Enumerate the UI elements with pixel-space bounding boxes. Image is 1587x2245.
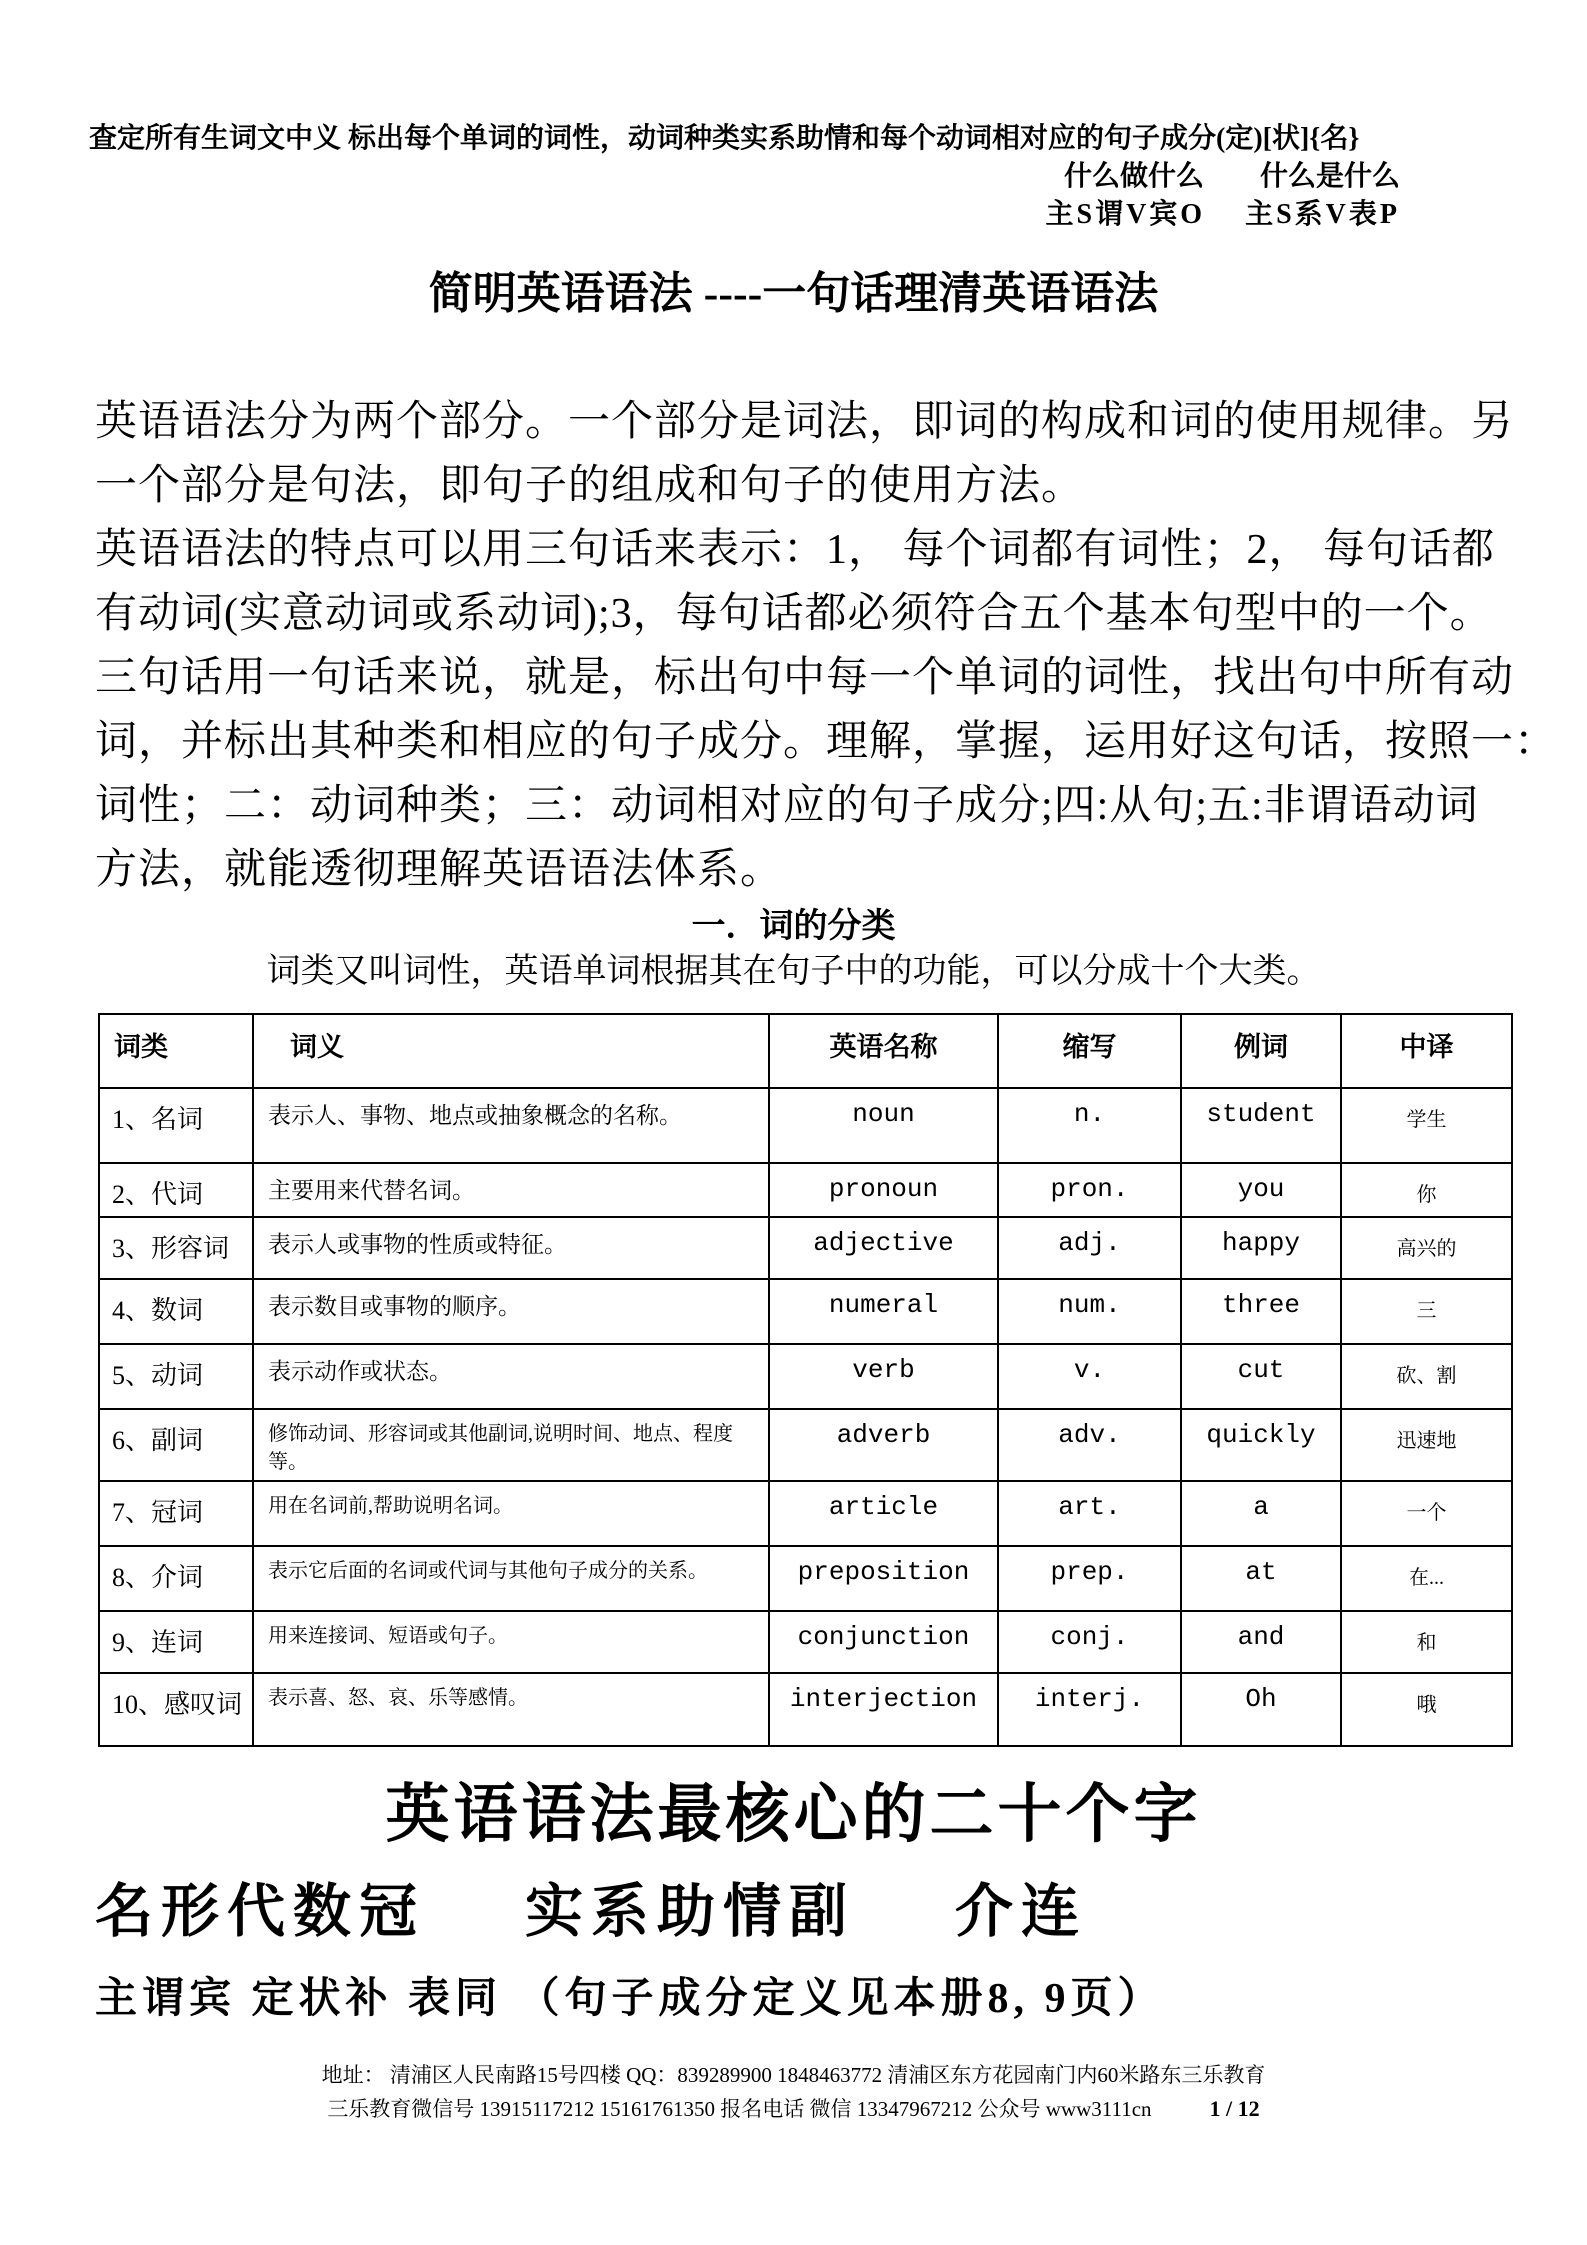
cell-abbreviation: art. [998, 1481, 1181, 1546]
paragraph-line: 三句话用一句话来说，就是，标出句中每一个单词的词性，找出句中所有动 [95, 655, 1515, 701]
cell-english-name: conjunction [769, 1611, 998, 1673]
cell-word-class: 9、连词 [99, 1611, 253, 1673]
cell-word-class: 6、副词 [99, 1409, 253, 1481]
page-number: 1 / 12 [1209, 2096, 1260, 2121]
cell-word-class: 5、动词 [99, 1344, 253, 1409]
table-row [99, 1088, 1512, 1163]
table-row [99, 1409, 1512, 1481]
cell-translation: 一个 [1341, 1481, 1512, 1546]
core-sentence-elements: 主谓宾 定状补 表同 （句子成分定义见本册8, 9页） [95, 1976, 1165, 2022]
annotation-what-does-what: 什么做什么 [1063, 161, 1204, 192]
paragraph-line: 有动词(实意动词或系动词);3，每句话都必须符合五个基本句型中的一个。 [95, 591, 1493, 637]
cell-meaning: 表示人或事物的性质或特征。 [253, 1217, 769, 1279]
cell-word-class: 7、冠词 [99, 1481, 253, 1546]
cell-word-class: 10、感叹词 [99, 1673, 253, 1746]
cell-abbreviation: n. [998, 1088, 1181, 1163]
table-row [99, 1611, 1512, 1673]
col-header-word-class: 词类 [99, 1014, 253, 1088]
cell-example-word: three [1181, 1279, 1341, 1344]
top-annotation-line1: 查定所有生词文中义 标出每个单词的词性，动词种类实系助情和每个动词相对应的句子成分(定)[状]{名} [89, 123, 1360, 154]
cell-meaning: 表示喜、怒、哀、乐等感情。 [253, 1673, 769, 1746]
word-class-table [98, 1013, 1513, 1747]
cell-translation: 你 [1341, 1163, 1512, 1217]
col-header-meaning: 词义 [253, 1014, 769, 1088]
core-word-groups [95, 1875, 1492, 1949]
cell-example-word: quickly [1181, 1409, 1341, 1481]
cell-english-name: pronoun [769, 1163, 998, 1217]
cell-word-class: 8、介词 [99, 1546, 253, 1611]
cell-example-word: Oh [1181, 1673, 1341, 1746]
table-row [99, 1279, 1512, 1344]
page-title: 简明英语语法 ----一句话理清英语语法 [428, 269, 1159, 318]
cell-example-word: student [1181, 1088, 1341, 1163]
col-header-abbreviation: 缩写 [998, 1014, 1181, 1088]
cell-abbreviation: pron. [998, 1163, 1181, 1217]
cell-abbreviation: num. [998, 1279, 1181, 1344]
paragraph-line: 一个部分是句法，即句子的组成和句子的使用方法。 [95, 463, 1085, 509]
paragraph-line: 方法，就能透彻理解英语语法体系。 [95, 847, 784, 893]
top-annotation [89, 0, 1492, 234]
col-header-example-word: 例词 [1181, 1014, 1341, 1088]
cell-english-name: article [769, 1481, 998, 1546]
top-annotation-line2 [95, 158, 1400, 196]
cell-translation: 在... [1341, 1546, 1512, 1611]
cell-translation: 高兴的 [1341, 1217, 1512, 1279]
top-annotation-line3 [95, 196, 1400, 234]
table-row [99, 1481, 1512, 1546]
cell-word-class: 4、数词 [99, 1279, 253, 1344]
cell-translation: 哦 [1341, 1673, 1512, 1746]
section-subtext: 词类又叫词性，英语单词根据其在句子中的功能，可以分成十个大类。 [266, 953, 1321, 990]
cell-translation: 学生 [1341, 1088, 1512, 1163]
table-row [99, 1673, 1512, 1746]
cell-english-name: noun [769, 1088, 998, 1163]
cell-english-name: numeral [769, 1279, 998, 1344]
intro-paragraphs [95, 390, 1558, 902]
cell-abbreviation: adv. [998, 1409, 1181, 1481]
cell-meaning: 用来连接词、短语或句子。 [253, 1611, 769, 1673]
page-footer [0, 2058, 1587, 2126]
cell-abbreviation: prep. [998, 1546, 1181, 1611]
table-body [99, 1088, 1512, 1746]
footer-contact-line [0, 2092, 1587, 2126]
paragraph-line: 英语语法的特点可以用三句话来表示：1， 每个词都有词性；2， 每句话都 [95, 527, 1496, 573]
col-header-english-name: 英语名称 [769, 1014, 998, 1088]
cell-word-class: 2、代词 [99, 1163, 253, 1217]
cell-word-class: 1、名词 [99, 1088, 253, 1163]
section-heading: 一．词的分类 [691, 908, 896, 945]
cell-abbreviation: v. [998, 1344, 1181, 1409]
annotation-svp-pattern: 主S系V表P [1245, 199, 1400, 230]
table-row [99, 1546, 1512, 1611]
cell-meaning: 用在名词前,帮助说明名词。 [253, 1481, 769, 1546]
footer-contact-text: 三乐教育微信号 13915117212 15161761350 报名电话 微信 13347967212 公众号 www3111cn [327, 2097, 1152, 2121]
cell-example-word: you [1181, 1163, 1341, 1217]
cell-example-word: and [1181, 1611, 1341, 1673]
cell-meaning: 表示它后面的名词或代词与其他句子成分的关系。 [253, 1546, 769, 1611]
cell-meaning: 表示人、事物、地点或抽象概念的名称。 [253, 1088, 769, 1163]
col-header-translation: 中译 [1341, 1014, 1512, 1088]
cell-meaning: 主要用来代替名词。 [253, 1163, 769, 1217]
cell-english-name: verb [769, 1344, 998, 1409]
table-row [99, 1163, 1512, 1217]
table-header-row [99, 1014, 1512, 1088]
annotation-svo-pattern: 主S谓V宾O [1045, 199, 1206, 230]
cell-translation: 和 [1341, 1611, 1512, 1673]
cell-abbreviation: interj. [998, 1673, 1181, 1746]
cell-abbreviation: conj. [998, 1611, 1181, 1673]
footer-address-line: 地址： 清浦区人民南路15号四楼 QQ：839289900 1848463772 清浦区东方花园南门内60米路东三乐教育 [321, 2063, 1266, 2087]
cell-example-word: a [1181, 1481, 1341, 1546]
cell-example-word: happy [1181, 1217, 1341, 1279]
table-row [99, 1344, 1512, 1409]
cell-english-name: adjective [769, 1217, 998, 1279]
core-word-group: 实系助情副 [525, 1879, 856, 1944]
paragraph-line: 词，并标出其种类和相应的句子成分。理解，掌握，运用好这句话，按照一： [95, 719, 1558, 765]
cell-example-word: at [1181, 1546, 1341, 1611]
cell-translation: 砍、割 [1341, 1344, 1512, 1409]
annotation-what-is-what: 什么是什么 [1259, 161, 1400, 192]
cell-english-name: preposition [769, 1546, 998, 1611]
cell-example-word: cut [1181, 1344, 1341, 1409]
cell-abbreviation: adj. [998, 1217, 1181, 1279]
paragraph-line: 英语语法分为两个部分。一个部分是词法，即词的构成和词的使用规律。另 [95, 399, 1515, 445]
cell-translation: 三 [1341, 1279, 1512, 1344]
cell-english-name: interjection [769, 1673, 998, 1746]
cell-translation: 迅速地 [1341, 1409, 1512, 1481]
core-word-group: 名形代数冠 [95, 1879, 426, 1944]
core-heading: 英语语法最核心的二十个字 [385, 1779, 1202, 1850]
cell-english-name: adverb [769, 1409, 998, 1481]
cell-meaning: 表示动作或状态。 [253, 1344, 769, 1409]
table-row [99, 1217, 1512, 1279]
cell-meaning: 修饰动词、形容词或其他副词,说明时间、地点、程度等。 [253, 1409, 769, 1481]
cell-word-class: 3、形容词 [99, 1217, 253, 1279]
core-word-group: 介连 [955, 1879, 1088, 1944]
paragraph-line: 词性；二：动词种类；三：动词相对应的句子成分;四:从句;五:非谓语动词 [95, 783, 1479, 829]
cell-meaning: 表示数目或事物的顺序。 [253, 1279, 769, 1344]
